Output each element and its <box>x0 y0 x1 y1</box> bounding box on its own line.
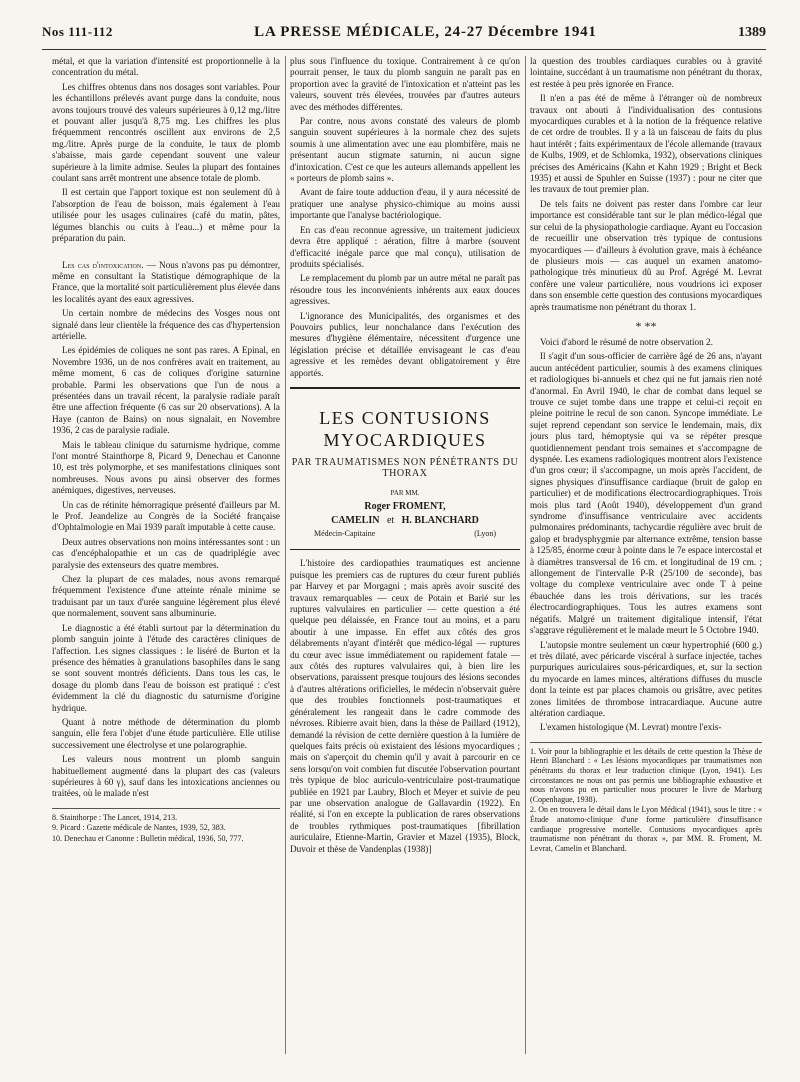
paragraph: Les valeurs nous montrent un plomb sanguin habituellement augmenté dans la plupart des cas (valeurs supérieures à 60 γ), sauf dans les intoxications anciennes ou traitées, où le malade n'est <box>52 754 280 799</box>
paragraph: Il est certain que l'apport toxique est non seulement dû à l'absorption de l'eau de boisson, mais également à l'eau utilisée pour les usages culinaires (café du matin, pâtes, légumes blanchis ou cuits à l'eau...) et même pour la préparation du pain. <box>52 187 280 244</box>
column-right <box>530 56 762 1072</box>
paragraph: Il s'agit d'un sous-officier de carrière âgé de 26 ans, n'ayant aucun antécédent particulier, soumis à des examens cliniques et radiologiques bi-annuels et chez qui ne fut jamais rien noté d'anormal. En Avril 1940, le char de combat dans lequel se trouve ce sujet tombe dans une trappe et celui-ci reçoit en pleine poitrine le recul de son canon. Syncope immédiate. Le sujet reprend cependant son service le lendemain, mais, dix jours plus tard, hémoptysie qui va se répéter presque quotidiennement pendant trois semaines et s'accompagne de dyspnée. Les examens radiologiques montrent alors l'existence d'un gros cœur; il s'accompagne, un mois après l'accident, de signes physiques d'insuffisance cardiaque (bruit de galop en particulier) et de modifications électrocardiographiques. Trois mois plus tard (Août 1940), développement d'un grand syndrome d'insuffisance ventriculaire avec accidents pulmonaires prédominants, tachycardie régulière avec bruit de galop et bradysphygmie par alternance extrême, tension basse à 125/85, énorme cœur à pointe dans le 7e espace intercostal et à diamètres transversal de 16 cm. et longitudinal de 19 cm. ; allongement de l'intervalle P-R (25/100 de seconde), bas voltage du complexe ventriculaire avec onde T à peine ébauchée dans les trois dérivations, sur les tracés électrocardiographiques. Tous les autres examens sont négatifs. Malgré un traitement digitalique intensif, l'état s'aggrave régulièrement et le malade meurt le 5 Octobre 1940. <box>530 351 762 636</box>
paragraph <box>52 260 280 306</box>
issue-number: Nos 111-112 <box>42 24 113 39</box>
author-name: H. BLANCHARD <box>401 514 479 526</box>
conjunction: et <box>386 514 395 526</box>
paragraph: Les épidémies de coliques ne sont pas rares. A Epinal, en Novembre 1936, un de nos confrères avait en traitement, au même moment, 6 cas de coliques d'origine saturnine probable. Parmi les observations que l'un de nous a présentées dans un travail récent, la paralysie radiale paraît être une affection fréquente (6 cas sur 20 observations). A la Haye (canton de Bains) on nous signalait, en Novembre 1936, 2 cas de paralysie radiale. <box>52 345 280 436</box>
paragraph: Par contre, nous avons constaté des valeurs de plomb sanguin souvent supérieures à la normale chez des sujets soumis à une alimentation avec une eau plombifère, mais ne présentant aucun stigmate saturnin, ni aucun signe d'intoxication. C'est ce que les auteurs allemands appellent les « porteurs de plomb sains ». <box>290 116 520 184</box>
paragraph: L'histoire des cardiopathies traumatiques est ancienne puisque les premiers cas de ruptures du cœur furent publiés par Harvey et par Morgagni ; mais après avoir suscité des travaux remarquables — ceux de Potain et Barié sur les ruptures valvulaires en particulier — cette question a été quelque peu délaissée, en France tout au moins, et a paru aboutir à une impasse. En effet aux côtés des gros délabrements n'ayant d'intérêt que médico-légal — ruptures du cœur avec issue immédiatement ou rapidement fatale — aux côtés des ruptures valvulaires qui, à bien lire les observations, paraissent presque toujours des lésions secondes à d'autres altérations orificielles, le médecin n'observait guère que des troubles fonctionnels post-traumatiques et généralement les rangeait dans le cadre commode des névroses. Ribierre avait bien, dans la thèse de Paillard (1912), demandé la révision de cette dernière question à la lumière de quelques faits précis où existaient des lésions myocardiques ; mais on s'aperçoit du chemin qu'il y avait à parcourir en ce sens lorsqu'on voit combien fut discutée l'observation pourtant très typique de bloc auriculo-ventriculaire post-traumatique publiée en 1921 par Laubry, Bloch et Meyer et suivie de peu par une observation analogue de Gallavardin (1922). En réalité, si l'on en excepte la publication de rares observations de troubles rythmiques post-traumatiques [fibrillation auriculaire, Etienne-Martin, Gravier et Mazel (1935), Block, Duvoir et thèse de Vandenplas (1938)] <box>290 558 520 854</box>
paragraph: métal, et que la variation d'intensité est proportionnelle à la concentration du métal. <box>52 56 280 78</box>
paragraph: L'examen histologique (M. Levrat) montre l'exis- <box>540 722 722 733</box>
paragraph: Il n'en a pas été de même à l'étranger où de nombreux travaux ont abouti à l'individualisation des contusions myocardiques curables et à la notion de la fréquence relative de cet ordre de troubles. Il y a là un faisceau de faits du plus haut intérêt ; faits expérimentaux de l'école allemande (travaux de Kulbs, 1909, et de Schlomka, 1932), observations cliniques précises des Américains (Kahn et Kahn 1929 ; Bright et Beck 1935) et aussi de Spuhler en Suisse (1937) : pour ne citer que les travaux de tout premier plan. <box>530 93 762 195</box>
paragraph: Avant de faire toute adduction d'eau, il y aura nécessité de pratiquer une analyse physico-chimique au moins aussi importante que l'analyse bactériologique. <box>290 187 520 221</box>
paragraph: Mais le tableau clinique du saturnisme hydrique, comme l'ont montré Stainthorpe 8, Picard 9, Denechau et Canonne 10, est très polymorphe, et ses manifestations cliniques sont nombreuses. Nous avons pu ainsi observer des formes anémiques, digestives, nerveuses. <box>52 439 280 496</box>
column-left <box>52 56 280 1072</box>
article-title: LES CONTUSIONS MYOCARDIQUES <box>319 407 491 450</box>
paragraph: Un cas de rétinite hémorragique présenté d'ailleurs par M. le Prof. Jeandelize au Congrès de la Société française d'Ophtalmologie en Mai 1939 paraît imputable à cette cause. <box>52 499 280 533</box>
paragraph: L'autopsie montre seulement un cœur hypertrophié (600 g.) et très dilaté, avec péricarde viscéral à surface injectée, taches purpuriques auriculaires sous-péricardiques, et, sur la section du myocarde en lames minces, altérations diffuses du muscle dont la teinte est par places chamois ou grisâtre, avec petites zones limitées de thrombose intracardiaque. Aucune autre altération cardiaque. <box>530 639 762 718</box>
paragraph: la question des troubles cardiaques curables ou à gravité lointaine, succédant à un traumatisme non pénétrant du thorax, est restée à peu près ignorée en France. <box>530 56 762 89</box>
paragraph: Un certain nombre de médecins des Vosges nous ont signalé dans leur clientèle la fréquence des cas d'hypertension artérielle. <box>52 308 280 341</box>
paragraph: De tels faits ne doivent pas rester dans l'ombre car leur importance est considérable tant sur le plan médico-légal que sur celui de la physiopathologie cardiaque. Ayant eu l'occasion de recueillir une observation très typique de contusions myocardiques — d'ailleurs à évolution grave, mais à échéance de plusieurs mois — cas auquel un examen anatomo-pathologique très minutieux dû au Prof. Agrégé M. Levrat confère une valeur particulière, nous voudrions ici exposer dans son ensemble cette question des contusions myocardiques après traumatisme non pénétrant du thorax 1. <box>530 198 762 312</box>
affiliation: Médecin-Capitaine <box>314 529 376 538</box>
paragraph: L'ignorance des Municipalités, des organismes et des Pouvoirs publics, leur nonchalance dans l'exécution des mesures d'hygiène élémentaire, nécessitent d'urgence une législation précise et détaillée envisageant le cas d'eau agressive et les remèdes devant obligatoirement y être apportés. <box>290 310 520 378</box>
article-header <box>290 387 520 550</box>
footnotes <box>530 742 762 854</box>
author-name: Roger FROMENT, <box>364 501 446 513</box>
column-divider <box>285 56 286 1054</box>
paragraph: Deux autres observations non moins intéressantes sont : un cas d'encéphalopathie et un cas de quadriplégie avec paralysie des extenseurs des quatre membres. <box>52 536 280 570</box>
author-line <box>290 515 520 526</box>
footnote: 1. Voir pour la bibliographie et les détails de cette question la Thèse de Henri Blanchard : « Les lésions myocardiques par traumatismes non pénétrants du thorax et leur traduction clinique (Lyon, 1941). Les circonstances ne nous ont pas permis une bibliographie exhaustive et nous n'avons pu en particulier nous procurer le livre de Marburg (Copenhague, 1938). <box>530 746 762 804</box>
affiliations <box>290 528 520 539</box>
page-header <box>42 24 766 50</box>
paragraph: Les chiffres obtenus dans nos dosages sont variables. Pour les échantillons prélevés avant purge dans la conduite, nous avons toujours trouvé des valeurs supérieures à 0,12 mg./litre et pouvant aller jusqu'à 8,75 mg. Les chiffres les plus fréquemment rencontrés oscillent aux environs de 2,5 mg./litre. Après purge de la conduite, le taux de plomb s'abaisse, mais garde cependant souvent une valeur supérieure à la limite admise. Seules la plupart des fontaines coulant sans arrêt montrent une absence totale de plomb. <box>52 81 280 184</box>
journal-title: LA PRESSE MÉDICALE, 24-27 Décembre 1941 <box>254 24 597 40</box>
paragraph: En cas d'eau reconnue agressive, un traitement judicieux devra être appliqué : aération, filtre à marbre (souvent d'efficacité inégale parce que mal conçu), utilisation de produits spécialisés. <box>290 224 520 269</box>
affiliation: (Lyon) <box>474 529 496 538</box>
paragraph-text: — Nous n'avons pas pu démontrer, même en consultant la Statistique démographique de la France, que la mortalité soit particulièrement plus élevée dans les localités ayant des eaux agressives. <box>52 259 280 304</box>
paragraph: Le remplacement du plomb par un autre métal ne paraît pas résoudre tous les inconvénients inhérents aux eaux douces agressives. <box>290 273 520 307</box>
paragraph: Le diagnostic a été établi surtout par la détermination du plomb sanguin jointe à l'étude des caractères cliniques de l'affection. Les signes classiques : le liséré de Burton et la présence des hématies à granulations basophiles dans le sang se sont souvent montrés déficients. Dans tous les cas, le dosage du plomb dans l'eau de boisson est pratiqué : c'est évidemment la clé du diagnostic du saturnisme d'origine hydrique. <box>52 622 280 713</box>
footnote: 10. Denechau et Canonne : Bulletin médical, 1936, 50, 777. <box>52 833 244 843</box>
footnote: 2. On en trouvera le détail dans le Lyon Médical (1941), sous le titre : « Étude anatomo-clinique d'une forme particulière d'insuffisance cardiaque progressive mortelle. Contusions myocardiques après traumatisme non pénétrant du thorax », par MM. R. Froment, M. Levrat, Camelin et Blanchard. <box>530 805 762 853</box>
footnote: 8. Stainthorpe : The Lancet, 1914, 213. <box>52 812 178 822</box>
byline-intro: PAR MM. <box>390 488 420 497</box>
column-divider <box>525 56 526 1054</box>
page-number: 1389 <box>738 25 766 40</box>
footnotes <box>52 808 280 844</box>
paragraph: Chez la plupart de ces malades, nous avons remarqué fréquemment l'existence d'une atteinte rénale minime se traduisant par un taux d'urée sanguine légèrement plus élevé que normalement, souvent sans albuminurie. <box>52 574 280 619</box>
paragraph: Quant à notre méthode de détermination du plomb sanguin, elle fera l'objet d'une étude particulière. Elle utilise successivement une électrolyse et une polarographie. <box>52 716 280 750</box>
author-name: CAMELIN <box>331 514 380 526</box>
article-subtitle: PAR TRAUMATISMES NON PÉNÉTRANTS DU THORAX <box>291 456 519 480</box>
paragraph: Voici d'abord le résumé de notre observation 2. <box>540 336 713 347</box>
section-heading: Les cas d'intoxication. <box>62 259 144 270</box>
section-separator: * ** <box>635 318 657 333</box>
footnote: 9. Picard : Gazette médicale de Nantes, 1939, 52, 383. <box>52 823 226 833</box>
paragraph: plus sous l'influence du toxique. Contrairement à ce qu'on pourrait penser, le taux du plomb sanguin ne paraît pas en proportion avec la gravité de l'intoxication et n'atteint pas les valeurs, souvent très élevées, trouvées par d'autres auteurs avec des méthodes différentes. <box>290 56 520 112</box>
column-middle <box>290 56 520 1072</box>
